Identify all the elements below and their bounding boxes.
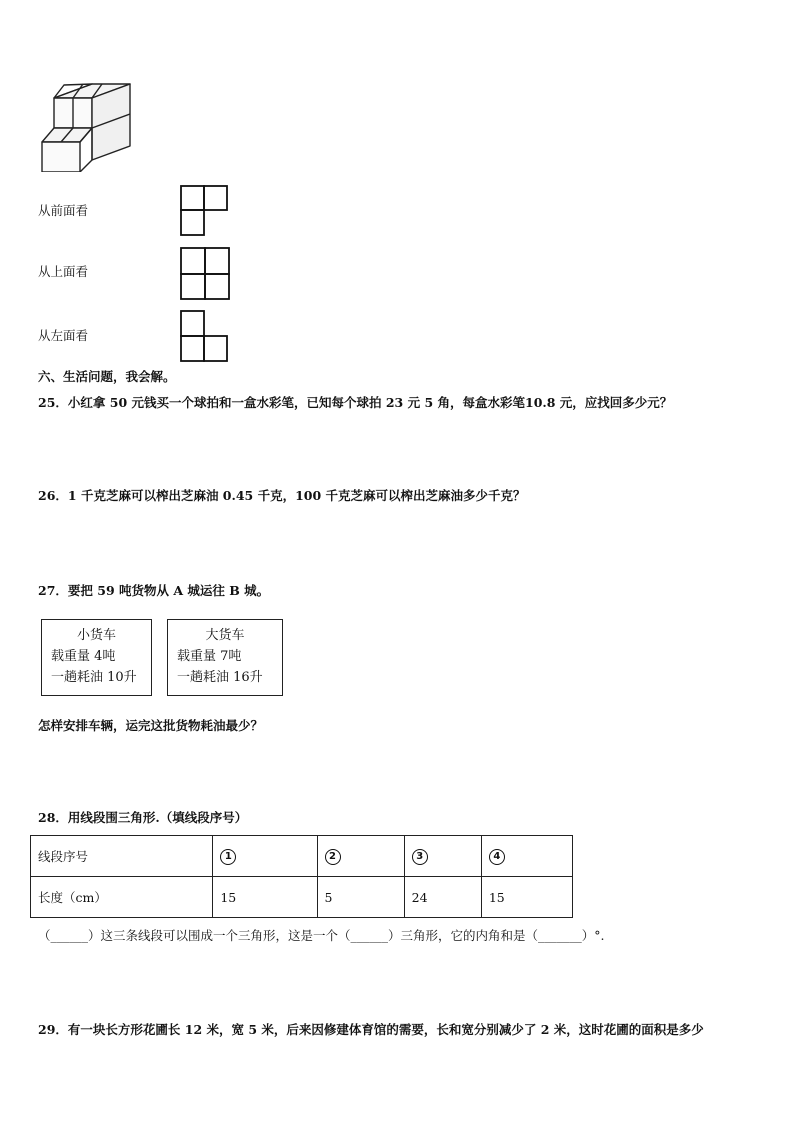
front-view-label: 从前面看 [38,203,89,218]
question-28: 28．用线段围三角形.（填线段序号） [38,810,248,825]
left-view-label: 从左面看 [38,328,89,343]
length-header: 长度（cm） [31,877,213,918]
small-truck-title: 小货车 [76,628,116,643]
question-26: 26．1 千克芝麻可以榨出芝麻油 0.45 千克，100 千克芝麻可以榨出芝麻油多少千克？ [38,488,526,503]
front-view-drawing [179,184,231,238]
small-truck-load: 载重量 4吨 [51,649,116,664]
table-row [31,877,573,918]
segment-mark-2: 2 [317,836,404,877]
left-view-drawing [179,309,231,363]
length-2: 5 [317,877,404,918]
length-4: 15 [481,877,572,918]
segment-number-header: 线段序号 [31,836,213,877]
big-truck-title: 大货车 [205,628,245,643]
top-view-drawing [179,246,231,302]
question-27-ask: 怎样安排车辆，运完这批货物耗油最少？ [38,718,264,733]
segment-mark-4: 4 [481,836,572,877]
question-28-fill: （______）这三条线段可以围成一个三角形，这是一个（______）三角形，它的内角和是（_______）°. [38,928,605,943]
segment-mark-3: 3 [404,836,481,877]
table-row [31,836,573,877]
small-truck-card [41,619,152,696]
section-heading: 六、生活问题，我会解。 [38,369,176,384]
small-truck-fuel: 一趟耗油 10升 [51,670,137,685]
question-29: 29．有一块长方形花圃长 12 米，宽 5 米，后来因修建体育馆的需要，长和宽分别减少了 2 米，这时花圃的面积是多少 [38,1022,704,1037]
big-truck-load: 载重量 7吨 [177,649,242,664]
big-truck-card [167,619,283,696]
question-27: 27．要把 59 吨货物从 A 城运往 B 城。 [38,583,270,598]
length-1: 15 [213,877,317,918]
big-truck-fuel: 一趟耗油 16升 [177,670,263,685]
length-3: 24 [404,877,481,918]
cube-solid-figure [38,80,133,172]
top-view-label: 从上面看 [38,264,89,279]
question-25: 25．小红拿 50 元钱买一个球拍和一盒水彩笔，已知每个球拍 23 元 5 角，每盒水彩笔10.8 元，应找回多少元？ [38,395,673,410]
segment-table [30,835,573,918]
segment-mark-1: 1 [213,836,317,877]
